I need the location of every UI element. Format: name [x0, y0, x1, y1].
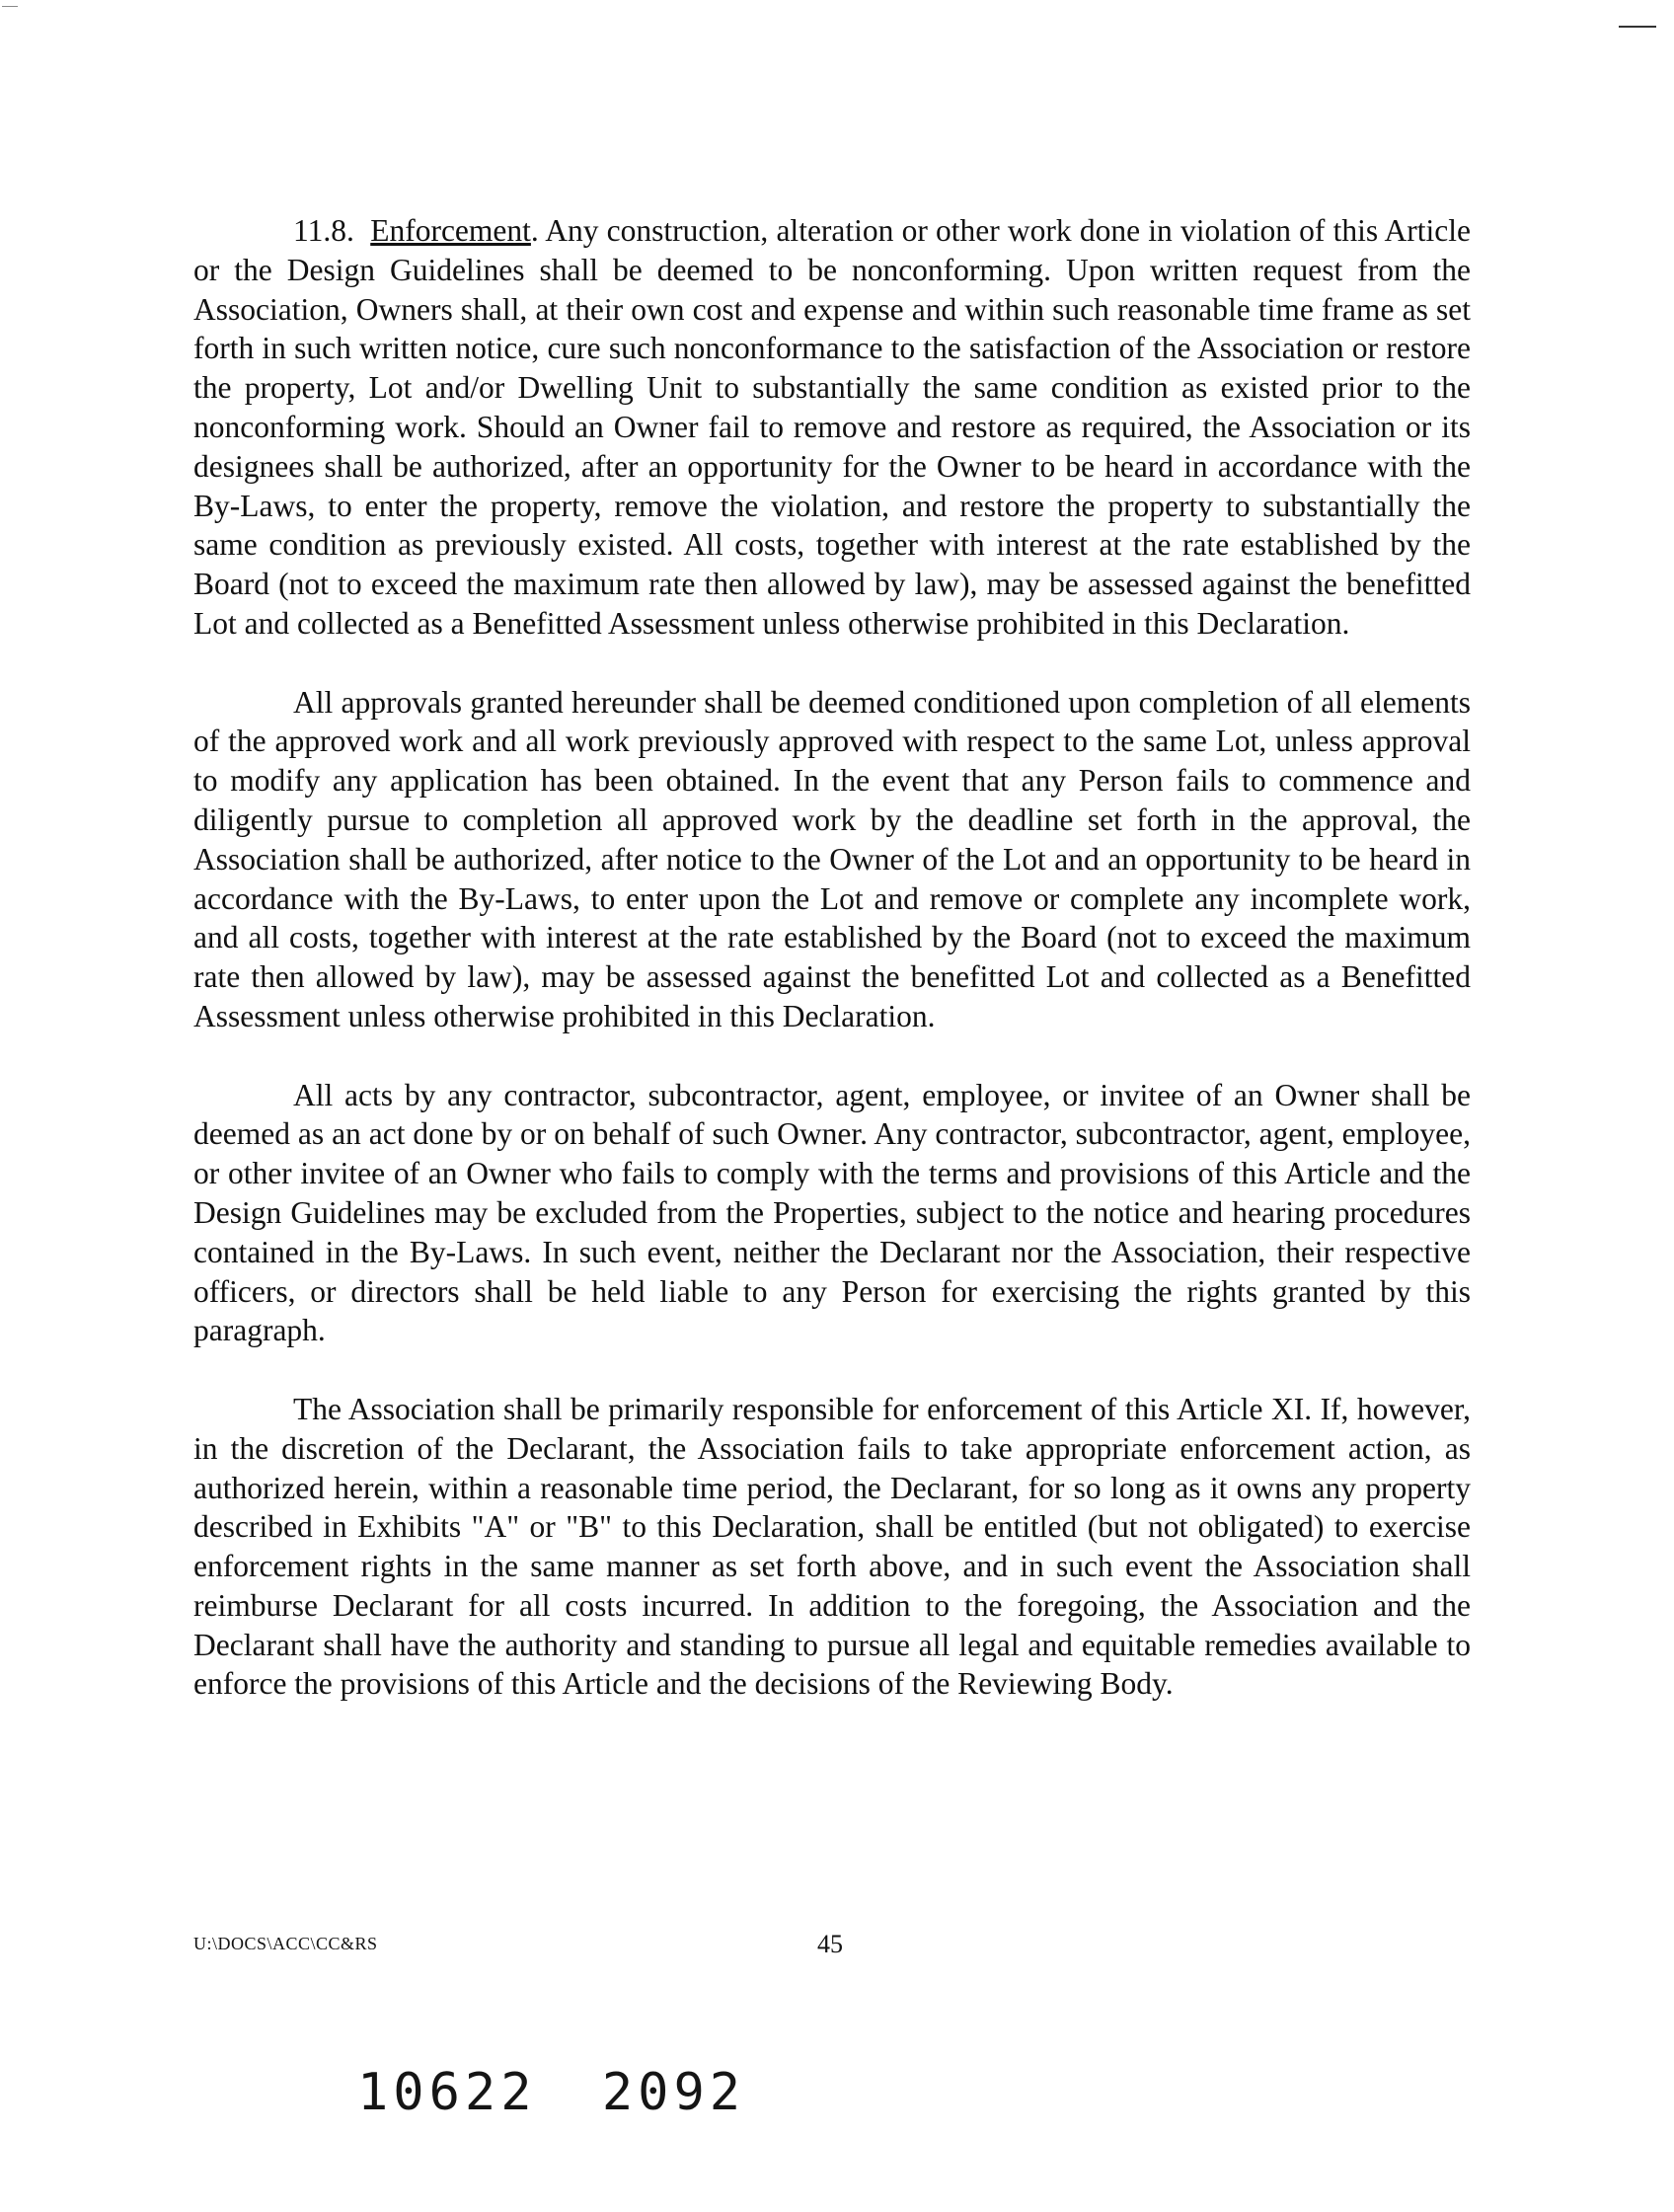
section-paragraph-text: . Any construction, alteration or other work done in violation of this Article or the Design Guidelines shall be deemed to be nonconforming. Upon written request from the Association, Owners shall, at their own cost and expense and within such reasonable time frame as set forth in such written notice, cure such nonconformance to the satisfaction of the Association or restore the property, Lot and/or Dwelling Unit to substantially the same condition as existed prior to the nonconforming work. Should an Owner fail to remove and restore as required, the Association or its designees shall be authorized, after an opportunity for the Owner to be heard in accordance with the By-Laws, to enter the property, remove the violation, and restore the property to substantially the same condition as previously existed. All costs, together with interest at the rate established by the Board (not to exceed the maximum rate then allowed by law), may be assessed against the benefitted Lot and collected as a Benefitted Assessment unless otherwise prohibited in this Declaration. [193, 213, 1472, 641]
page-number: 45 [817, 1930, 843, 1958]
scan-top-dash [1619, 26, 1656, 28]
recording-stamp-number: 10622 2092 [357, 2063, 746, 2122]
paragraph-approvals: All approvals granted hereunder shall be deemed conditioned upon completion of all elements of the approved work and all work previously approved with respect to the same Lot, unless approval to modify any application has been obtained. In the event that any Person fails to commence and diligently pursue to completion all approved work by the deadline set forth in the approval, the Association shall be authorized, after notice to the Owner of the Lot and an opportunity to be heard in accordance with the By-Laws, to enter upon the Lot and remove or complete any incomplete work, and all costs, together with interest at the rate established by the Board (not to exceed the maximum rate then allowed by law), may be assessed against the benefitted Lot and collected as a Benefitted Assessment unless otherwise prohibited in this Declaration. [193, 684, 1471, 1033]
paragraph-primary-responsibility: The Association shall be primarily responsible for enforcement of this Article XI. If, however, in the discretion of the Declarant, the Association fails to take appropriate enforcement action, as authorized herein, within a reasonable time period, the Declarant, for so long as it owns any property described in Exhibits "A" or "B" to this Declaration, shall be entitled (but not obligated) to exercise enforcement rights in the same manner as set forth above, and in such event the Association shall reimburse Declarant for all costs incurred. In addition to the foregoing, the Association and the Declarant shall have the authority and standing to pursue all legal and equitable remedies available to enforce the provisions of this Article and the decisions of the Reviewing Body. [193, 1391, 1471, 1702]
section-number: 11.8. [293, 213, 354, 248]
paragraph-contractor-acts: All acts by any contractor, subcontractor, agent, employee, or invitee of an Owner shall be deemed as an act done by or on behalf of such Owner. Any contractor, subcontractor, agent, employee, or other invitee of an Owner who fails to comply with the terms and provisions of this Article and the Design Guidelines may be excluded from the Properties, subject to the notice and hearing procedures contained in the By-Laws. In such event, neither the Declarant nor the Association, their respective officers, or directors shall be held liable to any Person for exercising the rights granted by this paragraph. [193, 1077, 1471, 1348]
scan-corner-mark [2, 6, 18, 7]
document-body [193, 211, 1471, 1743]
paragraph-section-11-8 [193, 211, 1471, 644]
footer-file-path: U:\DOCS\ACC\CC&RS [193, 1934, 378, 1953]
section-title: Enforcement [370, 213, 531, 248]
